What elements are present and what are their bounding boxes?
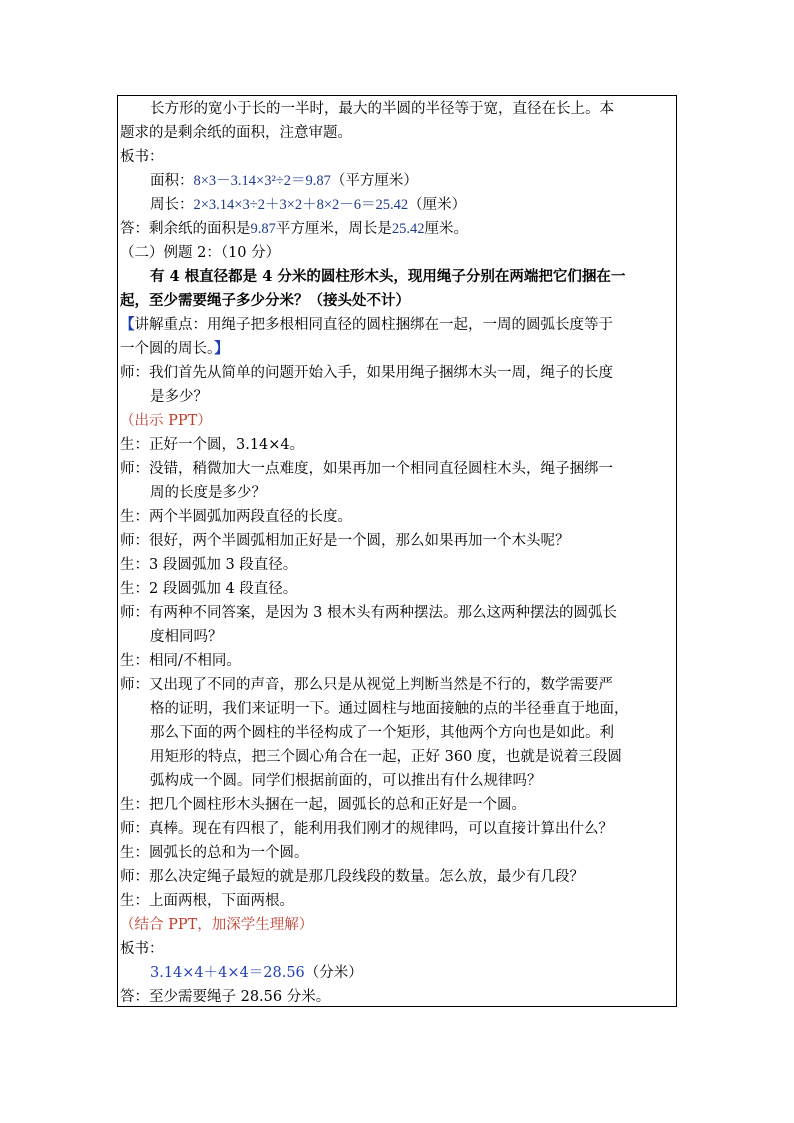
dialogue-line: 师：有两种不同答案，是因为 3 根木头有两种摆法。那么这两种摆法的圆弧长 <box>120 605 617 621</box>
dialogue-line: 师：没错，稍微加大一点难度，如果再加一个相同直径圆柱木头，绳子捆绑一 <box>120 461 613 477</box>
text: 一个圆的周长。 <box>120 341 215 357</box>
label: 面积： <box>150 173 194 189</box>
text-line: 板书： <box>120 941 164 957</box>
number: 9.87 <box>250 221 276 237</box>
text-line: 题求的是剩余纸的面积，注意审题。 <box>120 125 352 141</box>
problem-text: 有 4 根直径都是 4 分米的圆柱形木头，现用绳子分别在两端把它们捆在一 <box>150 268 626 285</box>
dialogue-line: 师：又出现了不同的声音，那么只是从视觉上判断当然是不行的，数学需要严 <box>120 677 613 693</box>
key-point-line <box>120 313 613 337</box>
answer-line <box>120 217 468 241</box>
unit: （厘米） <box>408 197 467 213</box>
perimeter-formula-line <box>150 193 466 217</box>
dialogue-line: 师：那么决定绳子最短的就是那几段线段的数量。怎么放，最少有几段？ <box>120 869 584 885</box>
dialogue-line: 生：把几个圆柱形木头捆在一起，圆弧长的总和正好是一个圆。 <box>120 797 526 813</box>
text: 厘米。 <box>424 221 468 237</box>
dialogue-line: 生：相同/不相同。 <box>120 653 241 669</box>
bracket: 】 <box>214 340 229 357</box>
text: 平方厘米，周长是 <box>275 221 392 237</box>
dialogue-line: 师：很好，两个半圆弧相加正好是一个圆，那么如果再加一个木头呢？ <box>120 533 570 549</box>
section-heading: （二）例题 2：（10 分） <box>120 245 281 261</box>
dialogue-line: 度相同吗？ <box>150 629 223 645</box>
text: 讲解重点：用绳子把多根相同直径的圆柱捆绑在一起，一周的圆弧长度等于 <box>134 317 613 333</box>
number: 25.42 <box>391 221 425 237</box>
text: 答：剩余纸的面积是 <box>120 221 251 237</box>
dialogue-line: 弧构成一个圆。同学们根据前面的，可以推出有什么规律吗？ <box>150 773 542 789</box>
bracket: 【 <box>120 316 135 333</box>
dialogue-line: 那么下面的两个圆柱的半径构成了一个矩形，其他两个方向也是如此。利 <box>150 725 614 741</box>
dialogue-line: 生：上面两根，下面两根。 <box>120 893 294 909</box>
dialogue-line: 师：真棒。现在有四根了，能利用我们刚才的规律吗，可以直接计算出什么？ <box>120 821 613 837</box>
label: 周长： <box>150 197 194 213</box>
dialogue-line: 生：圆弧长的总和为一个圆。 <box>120 845 309 861</box>
dialogue-line: 生：两个半圆弧加两段直径的长度。 <box>120 509 352 525</box>
formula: 2×3.14×3÷2＋3×2＋8×2－6＝25.42 <box>193 197 409 213</box>
dialogue-line: 师：我们首先从简单的问题开始入手，如果用绳子捆绑木头一周，绳子的长度 <box>120 365 613 381</box>
area-formula-line <box>150 169 418 193</box>
ppt-note: （出示 PPT） <box>120 413 212 429</box>
dialogue-line: 生：正好一个圆，3.14×4。 <box>120 437 305 453</box>
text-line: 长方形的宽小于长的一半时，最大的半圆的半径等于宽，直径在长上。本 <box>150 101 614 117</box>
ppt-note: （结合 PPT，加深学生理解） <box>120 917 314 933</box>
unit: （平方厘米） <box>330 173 418 189</box>
text-line: 板书： <box>120 149 164 165</box>
problem-text: 起，至少需要绳子多少分米？（接头处不计） <box>120 292 410 309</box>
formula: 8×3－3.14×3²÷2＝9.87 <box>193 173 331 189</box>
dialogue-line: 生：2 段圆弧加 4 段直径。 <box>120 581 298 597</box>
dialogue-line: 生：3 段圆弧加 3 段直径。 <box>120 557 298 573</box>
dialogue-line: 用矩形的特点，把三个圆心角合在一起，正好 360 度，也就是说着三段圆 <box>150 749 622 765</box>
dialogue-line: 周的长度是多少？ <box>150 485 266 501</box>
key-point-line <box>120 337 229 361</box>
formula: 3.14×4＋4×4＝28.56 <box>150 965 305 981</box>
rope-formula-line <box>150 961 363 985</box>
dialogue-line: 是多少？ <box>150 389 208 405</box>
unit: （分米） <box>304 965 363 981</box>
answer-line: 答：至少需要绳子 28.56 分米。 <box>120 989 331 1005</box>
dialogue-line: 格的证明，我们来证明一下。通过圆柱与地面接触的点的半径垂直于地面， <box>150 701 629 717</box>
